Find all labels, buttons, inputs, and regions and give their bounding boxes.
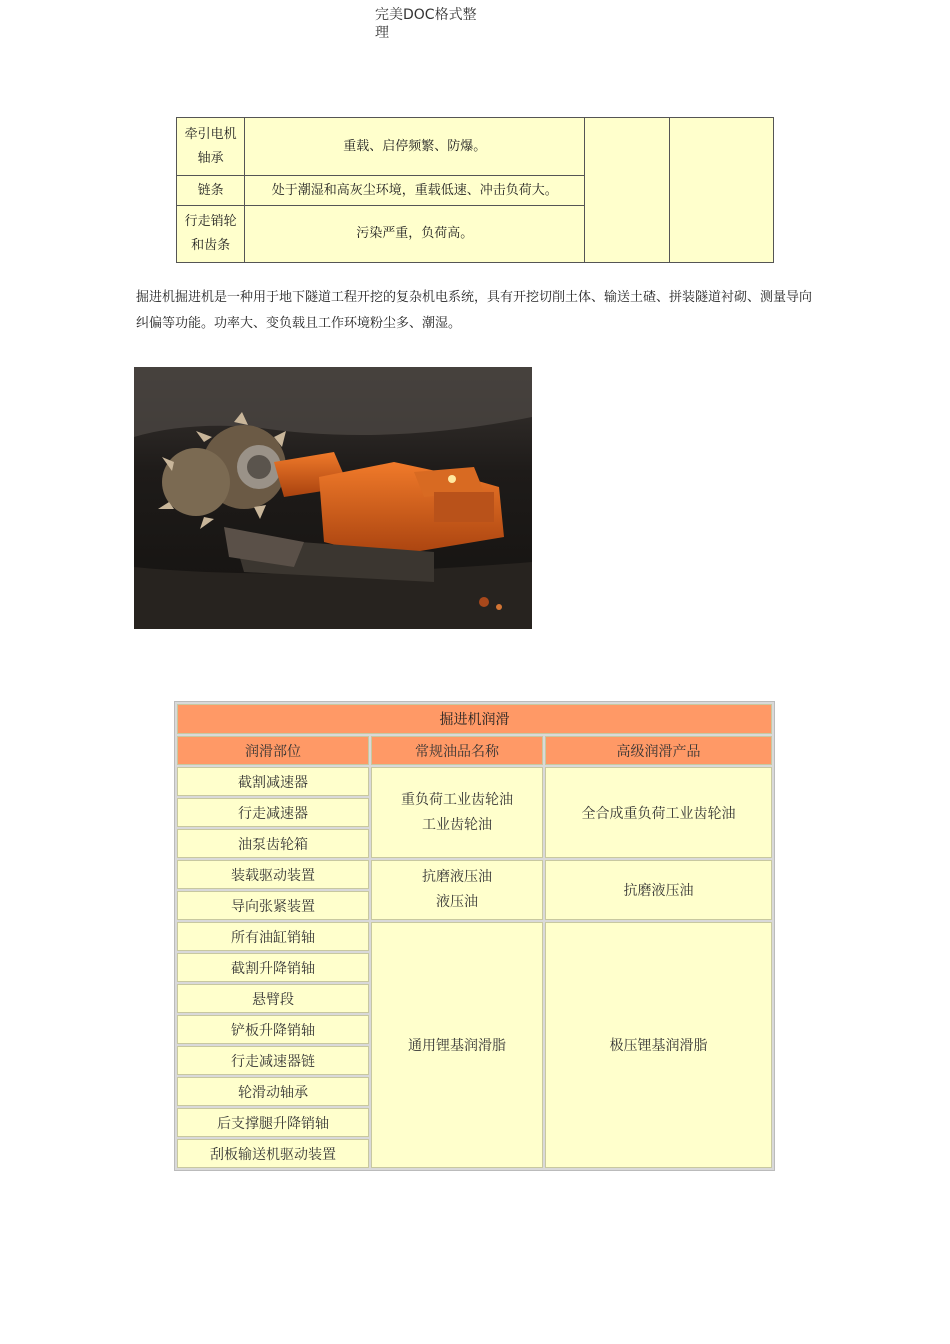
lube-part-cell: 铲板升降销轴 [177,1015,369,1044]
lube-part-cell: 所有油缸销轴 [177,922,369,951]
lube-part-cell: 行走减速器 [177,798,369,827]
table-cell-part: 行走销轮和齿条 [177,206,245,263]
header-line-2: 理 [375,25,389,41]
properties-table [176,117,774,263]
lube-part-cell: 行走减速器链 [177,1046,369,1075]
advanced-product-cell: 全合成重负荷工业齿轮油 [545,767,772,858]
regular-oil-line: 抗磨液压油 [422,869,492,885]
column-header: 常规油品名称 [371,736,543,765]
lube-part-cell: 悬臂段 [177,984,369,1013]
table-cell-desc: 重载、启停频繁、防爆。 [245,118,585,176]
regular-oil-cell [371,767,543,858]
table-cell-empty [585,118,669,263]
lube-part-cell: 截割升降销轴 [177,953,369,982]
roadheader-photo [134,367,532,629]
column-header: 高级润滑产品 [545,736,772,765]
table-cell-part: 牵引电机轴承 [177,118,245,176]
table-title: 掘进机润滑 [177,704,772,734]
lube-part-cell: 装载驱动装置 [177,860,369,889]
table-cell-part: 链条 [177,176,245,206]
regular-oil-cell [371,860,543,920]
table-cell-desc: 处于潮湿和高灰尘环境，重载低速、冲击负荷大。 [245,176,585,206]
regular-oil-cell: 通用锂基润滑脂 [371,922,543,1168]
regular-oil-line: 重负荷工业齿轮油 [401,791,513,808]
lubrication-table [174,701,775,1171]
advanced-product-cell: 抗磨液压油 [545,860,772,920]
lube-part-cell: 刮板输送机驱动装置 [177,1139,369,1168]
lube-part-cell: 截割减速器 [177,767,369,796]
advanced-product-cell: 极压锂基润滑脂 [545,922,772,1168]
column-header: 润滑部位 [177,736,369,765]
regular-oil-line: 液压油 [436,894,478,910]
page-header [375,6,495,42]
lube-part-cell: 油泵齿轮箱 [177,829,369,858]
description-paragraph: 掘进机掘进机是一种用于地下隧道工程开挖的复杂机电系统，具有开挖切削土体、输送土碴、拼装隧道衬砌、测量导向纠偏等功能。功率大、变负载且工作环境粉尘多、潮湿。 [136,290,813,331]
lube-part-cell: 导向张紧装置 [177,891,369,920]
regular-oil-line: 工业齿轮油 [422,816,492,833]
header-line-1: 完美DOC格式整 [375,7,477,23]
lube-part-cell: 后支撑腿升降销轴 [177,1108,369,1137]
table-cell-empty [669,118,773,263]
table-cell-desc: 污染严重，负荷高。 [245,206,585,263]
lube-part-cell: 轮滑动轴承 [177,1077,369,1106]
